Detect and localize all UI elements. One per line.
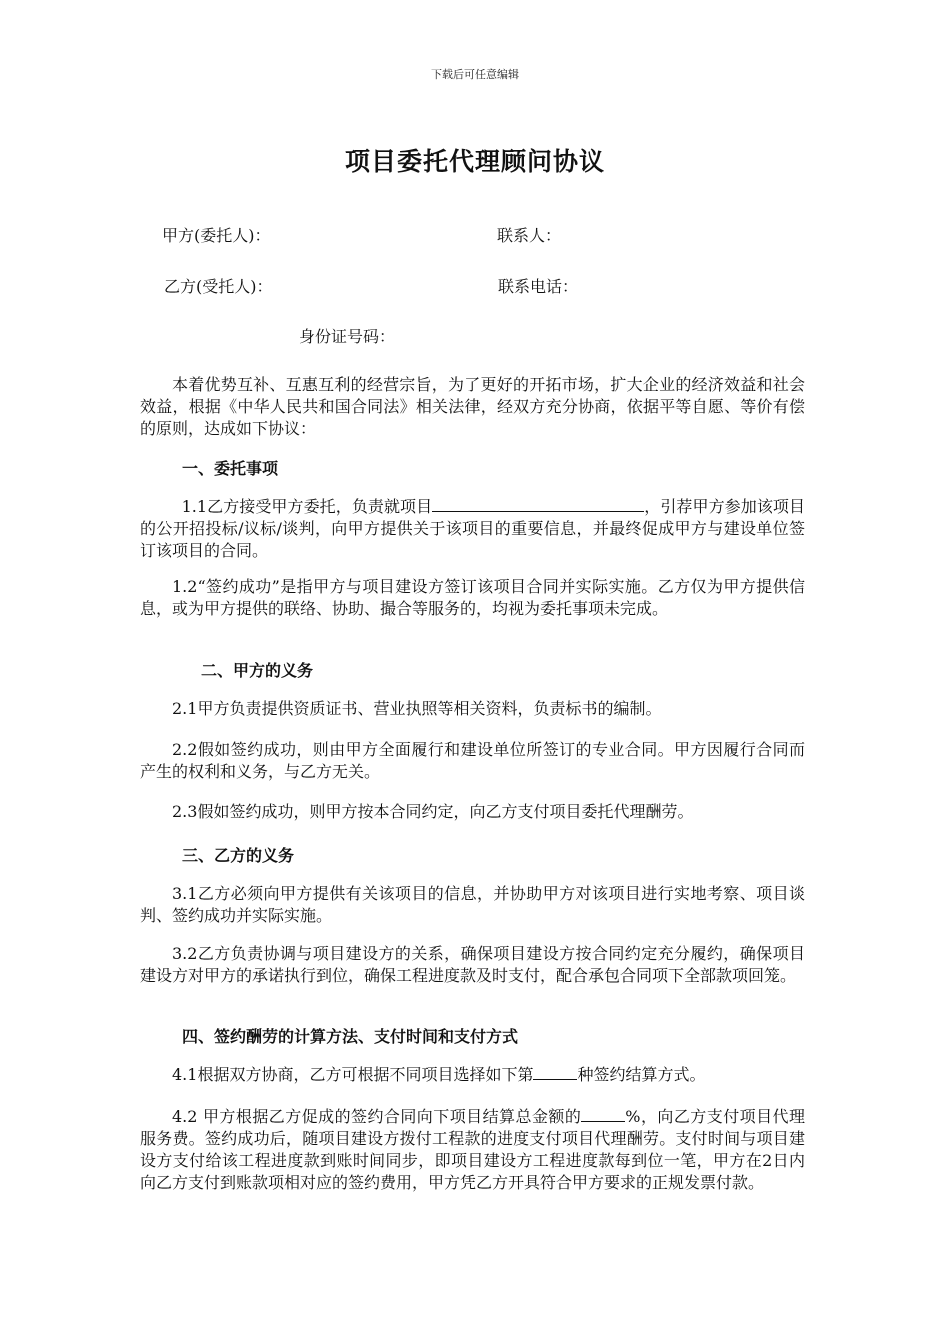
clause-3-1: 3.1乙方必须向甲方提供有关该项目的信息，并协助甲方对该项目进行实地考察、项目谈判、签约成功并实际实施。	[140, 884, 805, 925]
clause-4-2-text-start: 4.2 甲方根据乙方促成的签约合同向下项目结算总金额的	[172, 1107, 582, 1126]
clause-2-2: 2.2假如签约成功，则由甲方全面履行和建设单位所签订的专业合同。甲方因履行合同而产生的权利和义务，与乙方无关。	[140, 740, 805, 781]
section-2-heading: 二、甲方的义务	[201, 661, 314, 680]
phone-label: 联系电话：	[498, 277, 579, 296]
clause-2-3: 2.3假如签约成功，则甲方按本合同约定，向乙方支付项目委托代理酬劳。	[172, 802, 694, 821]
clause-1-1	[140, 496, 805, 562]
clause-2-1: 2.1甲方负责提供资质证书、营业执照等相关资料，负责标书的编制。	[172, 699, 662, 718]
clause-1-2: 1.2“签约成功”是指甲方与项目建设方签订该项目合同并实际实施。乙方仅为甲方提供信息，或为甲方提供的联络、协助、撮合等服务的，均视为委托事项未完成。	[140, 577, 805, 618]
clause-4-1-text-end: 种签约结算方式。	[577, 1065, 706, 1084]
contact-label: 联系人：	[497, 226, 562, 245]
section-3-heading: 三、乙方的义务	[182, 846, 295, 865]
section-1-heading: 一、委托事项	[182, 459, 279, 478]
clause-4-1	[140, 1064, 805, 1086]
percentage-blank	[581, 1106, 625, 1122]
id-number-label: 身份证号码：	[299, 327, 396, 346]
intro-paragraph: 本着优势互补、互惠互利的经营宗旨，为了更好的开拓市场，扩大企业的经济效益和社会效益，根据《中华人民共和国合同法》相关法律，经双方充分协商，依据平等自愿、等价有偿的原则，达成如下协议：	[140, 375, 805, 438]
party-a-label: 甲方(委托人)：	[162, 226, 271, 245]
clause-1-1-text-end: ，引荐甲方参加该项目的公开招投标/议标/谈判，向甲方提供关于该项目的重要信息，并最终促成甲方与建设单位签订该项目的合同。	[140, 497, 805, 560]
clause-4-2	[140, 1106, 805, 1194]
clause-4-2-text-end: %，向乙方支付项目代理服务费。签约成功后，随项目建设方拨付工程款的进度支付项目代理酬劳。支付时间与项目建设方支付给该工程进度款到账时间同步，即项目建设方工程进度款每到位一笔，甲方在2日内向乙方支付到账款项相对应的签约费用，甲方凭乙方开具符合甲方要求的正规发票付款。	[140, 1107, 805, 1192]
clause-3-2: 3.2乙方负责协调与项目建设方的关系，确保项目建设方按合同约定充分履约，确保项目建设方对甲方的承诺执行到位，确保工程进度款及时支付，配合承包合同项下全部款项回笼。	[140, 944, 805, 985]
header-note: 下载后可任意编辑	[431, 68, 519, 81]
party-b-label: 乙方(受托人)：	[164, 277, 273, 296]
section-4-heading: 四、签约酬劳的计算方法、支付时间和支付方式	[182, 1027, 519, 1046]
document-title: 项目委托代理顾问协议	[344, 147, 605, 176]
clause-4-1-text-start: 4.1根据双方协商，乙方可根据不同项目选择如下第	[172, 1065, 534, 1084]
clause-1-1-text-start: 1.1乙方接受甲方委托，负责就项目	[181, 497, 433, 516]
project-name-blank	[432, 496, 644, 512]
settlement-option-blank	[533, 1064, 577, 1080]
